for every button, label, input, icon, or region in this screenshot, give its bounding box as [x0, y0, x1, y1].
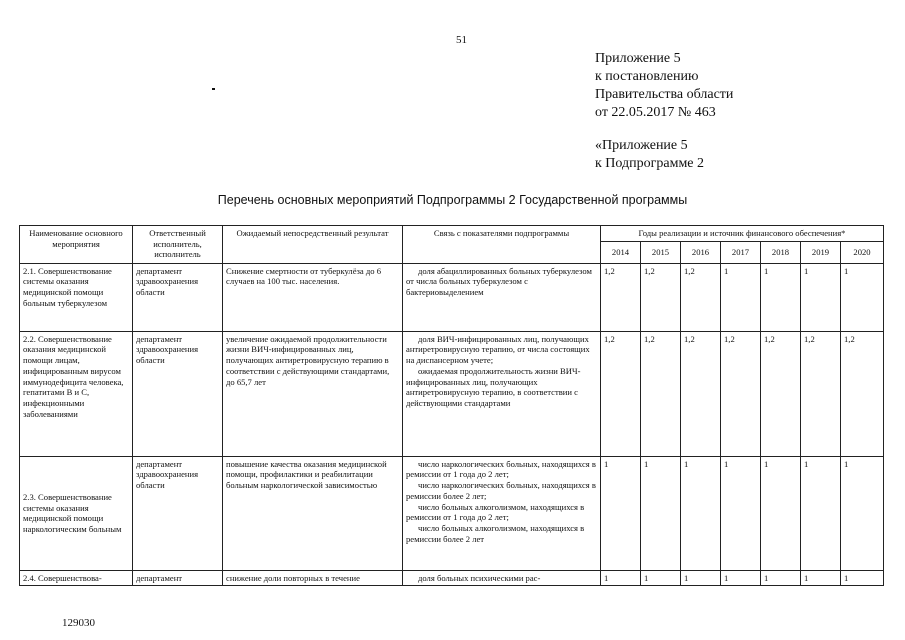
appendix-block	[595, 50, 733, 122]
year-value: 1,2	[681, 331, 721, 456]
year-value: 1,2	[641, 331, 681, 456]
header-executor: Ответственный исполнитель, исполнитель	[133, 226, 223, 264]
year-value: 1	[761, 263, 801, 331]
year-value: 1,2	[681, 263, 721, 331]
measure-result: Снижение смертности от туберкулёза до 6 случаев на 100 тыс. населения.	[223, 263, 403, 331]
measure-executor: департамент	[133, 570, 223, 586]
indicator-text: доля абациллированных больных туберкулезом от числа больных туберкулезом с бактериовыделением	[406, 265, 592, 298]
header-year: 2019	[801, 241, 841, 263]
header-year: 2018	[761, 241, 801, 263]
year-value: 1	[841, 263, 884, 331]
table-row	[20, 331, 884, 456]
year-value: 1,2	[761, 331, 801, 456]
indicator-text: число больных алкоголизмом, находящихся в ремиссии от 1 года до 2 лет;	[406, 501, 585, 523]
measure-name: 2.4. Совершенствова-	[20, 570, 133, 586]
measure-result: повышение качества оказания медицинской помощи, профилактики и реабилитации больным наркологической зависимостью	[223, 456, 403, 570]
year-value: 1	[721, 456, 761, 570]
table-row	[20, 456, 884, 570]
page-number: 51	[456, 34, 467, 46]
indicator-text: ожидаемая продолжительность жизни ВИЧ-инфицированных лиц, получающих антиретровирусную терапию, в соответствии с действующими стандартами	[406, 365, 581, 408]
appendix-line: Правительства области	[595, 87, 734, 102]
table-row	[20, 263, 884, 331]
measure-result: увеличение ожидаемой продолжительности жизни ВИЧ-инфицированных лиц, получающих антиретровирусную терапию в соответствии с действующими стандартами, до 65,7 лет	[223, 331, 403, 456]
header-year: 2020	[841, 241, 884, 263]
measure-executor: департамент здравоохранения области	[133, 331, 223, 456]
header-result: Ожидаемый непосредственный результат	[223, 226, 403, 264]
indicator-text: доля ВИЧ-инфицированных лиц, получающих антиретровирусную терапию, от числа состоящих на диспансерном учете;	[406, 333, 590, 366]
year-value: 1,2	[641, 263, 681, 331]
year-value: 1	[761, 570, 801, 586]
page-title: Перечень основных мероприятий Подпрограммы 2 Государственной программы	[217, 193, 688, 207]
indicator-text: число наркологических больных, находящихся в ремиссии от 1 года до 2 лет;	[406, 458, 596, 480]
measure-indicators	[403, 456, 601, 570]
measure-name: 2.3. Совершенствование системы оказания медицинской помощи наркологическим больным	[20, 456, 133, 570]
table-row	[20, 570, 884, 586]
year-value: 1	[801, 456, 841, 570]
year-value: 1	[601, 456, 641, 570]
header-year: 2014	[601, 241, 641, 263]
year-value: 1	[801, 570, 841, 586]
header-years-group: Годы реализации и источник финансового обеспечения*	[601, 226, 884, 242]
header-name: Наименование основного мероприятия	[20, 226, 133, 264]
year-value: 1	[841, 456, 884, 570]
year-value: 1,2	[801, 331, 841, 456]
measure-indicators	[403, 331, 601, 456]
appendix-sub-block	[595, 137, 704, 173]
header-year: 2015	[641, 241, 681, 263]
measure-name: 2.1. Совершенствование системы оказания медицинской помощи больным туберкулезом	[20, 263, 133, 331]
measure-name: 2.2. Совершенствование оказания медицинской помощи лицам, инфицированным вирусом иммунодефицита человека, гепатитами B и C, инфекционными заболеваниями	[20, 331, 133, 456]
year-value: 1,2	[601, 331, 641, 456]
header-year: 2017	[721, 241, 761, 263]
measure-executor: департамент здравоохранения области	[133, 456, 223, 570]
appendix-line: Приложение 5	[595, 51, 681, 66]
year-value: 1	[761, 456, 801, 570]
header-year: 2016	[681, 241, 721, 263]
appendix-line: от 22.05.2017 № 463	[595, 105, 716, 120]
header-indicators: Связь с показателями подпрограммы	[403, 226, 601, 264]
year-value: 1,2	[601, 263, 641, 331]
year-value: 1	[721, 263, 761, 331]
indicator-text: число больных алкоголизмом, находящихся в ремиссии более 2 лет	[406, 522, 585, 544]
indicator-text: доля больных психическими рас-	[418, 572, 541, 583]
year-value: 1	[641, 570, 681, 586]
stray-mark	[212, 88, 215, 90]
year-value: 1	[721, 570, 761, 586]
appendix-sub-line: к Подпрограмме 2	[595, 156, 705, 171]
year-value: 1	[681, 456, 721, 570]
appendix-sub-line: «Приложение 5	[595, 138, 688, 153]
measure-result: снижение доли повторных в течение	[223, 570, 403, 586]
indicator-text: число наркологических больных, находящихся в ремиссии более 2 лет;	[406, 480, 596, 501]
year-value: 1	[641, 456, 681, 570]
year-value: 1	[681, 570, 721, 586]
year-value: 1	[841, 570, 884, 586]
year-value: 1	[601, 570, 641, 586]
measure-indicators	[403, 263, 601, 331]
measures-table	[19, 225, 884, 586]
year-value: 1	[801, 263, 841, 331]
measure-indicators	[403, 570, 601, 586]
year-value: 1,2	[841, 331, 884, 456]
year-value: 1,2	[721, 331, 761, 456]
measure-executor: департамент здравоохранения области	[133, 263, 223, 331]
appendix-line: к постановлению	[595, 69, 699, 84]
document-code: 129030	[62, 617, 95, 629]
